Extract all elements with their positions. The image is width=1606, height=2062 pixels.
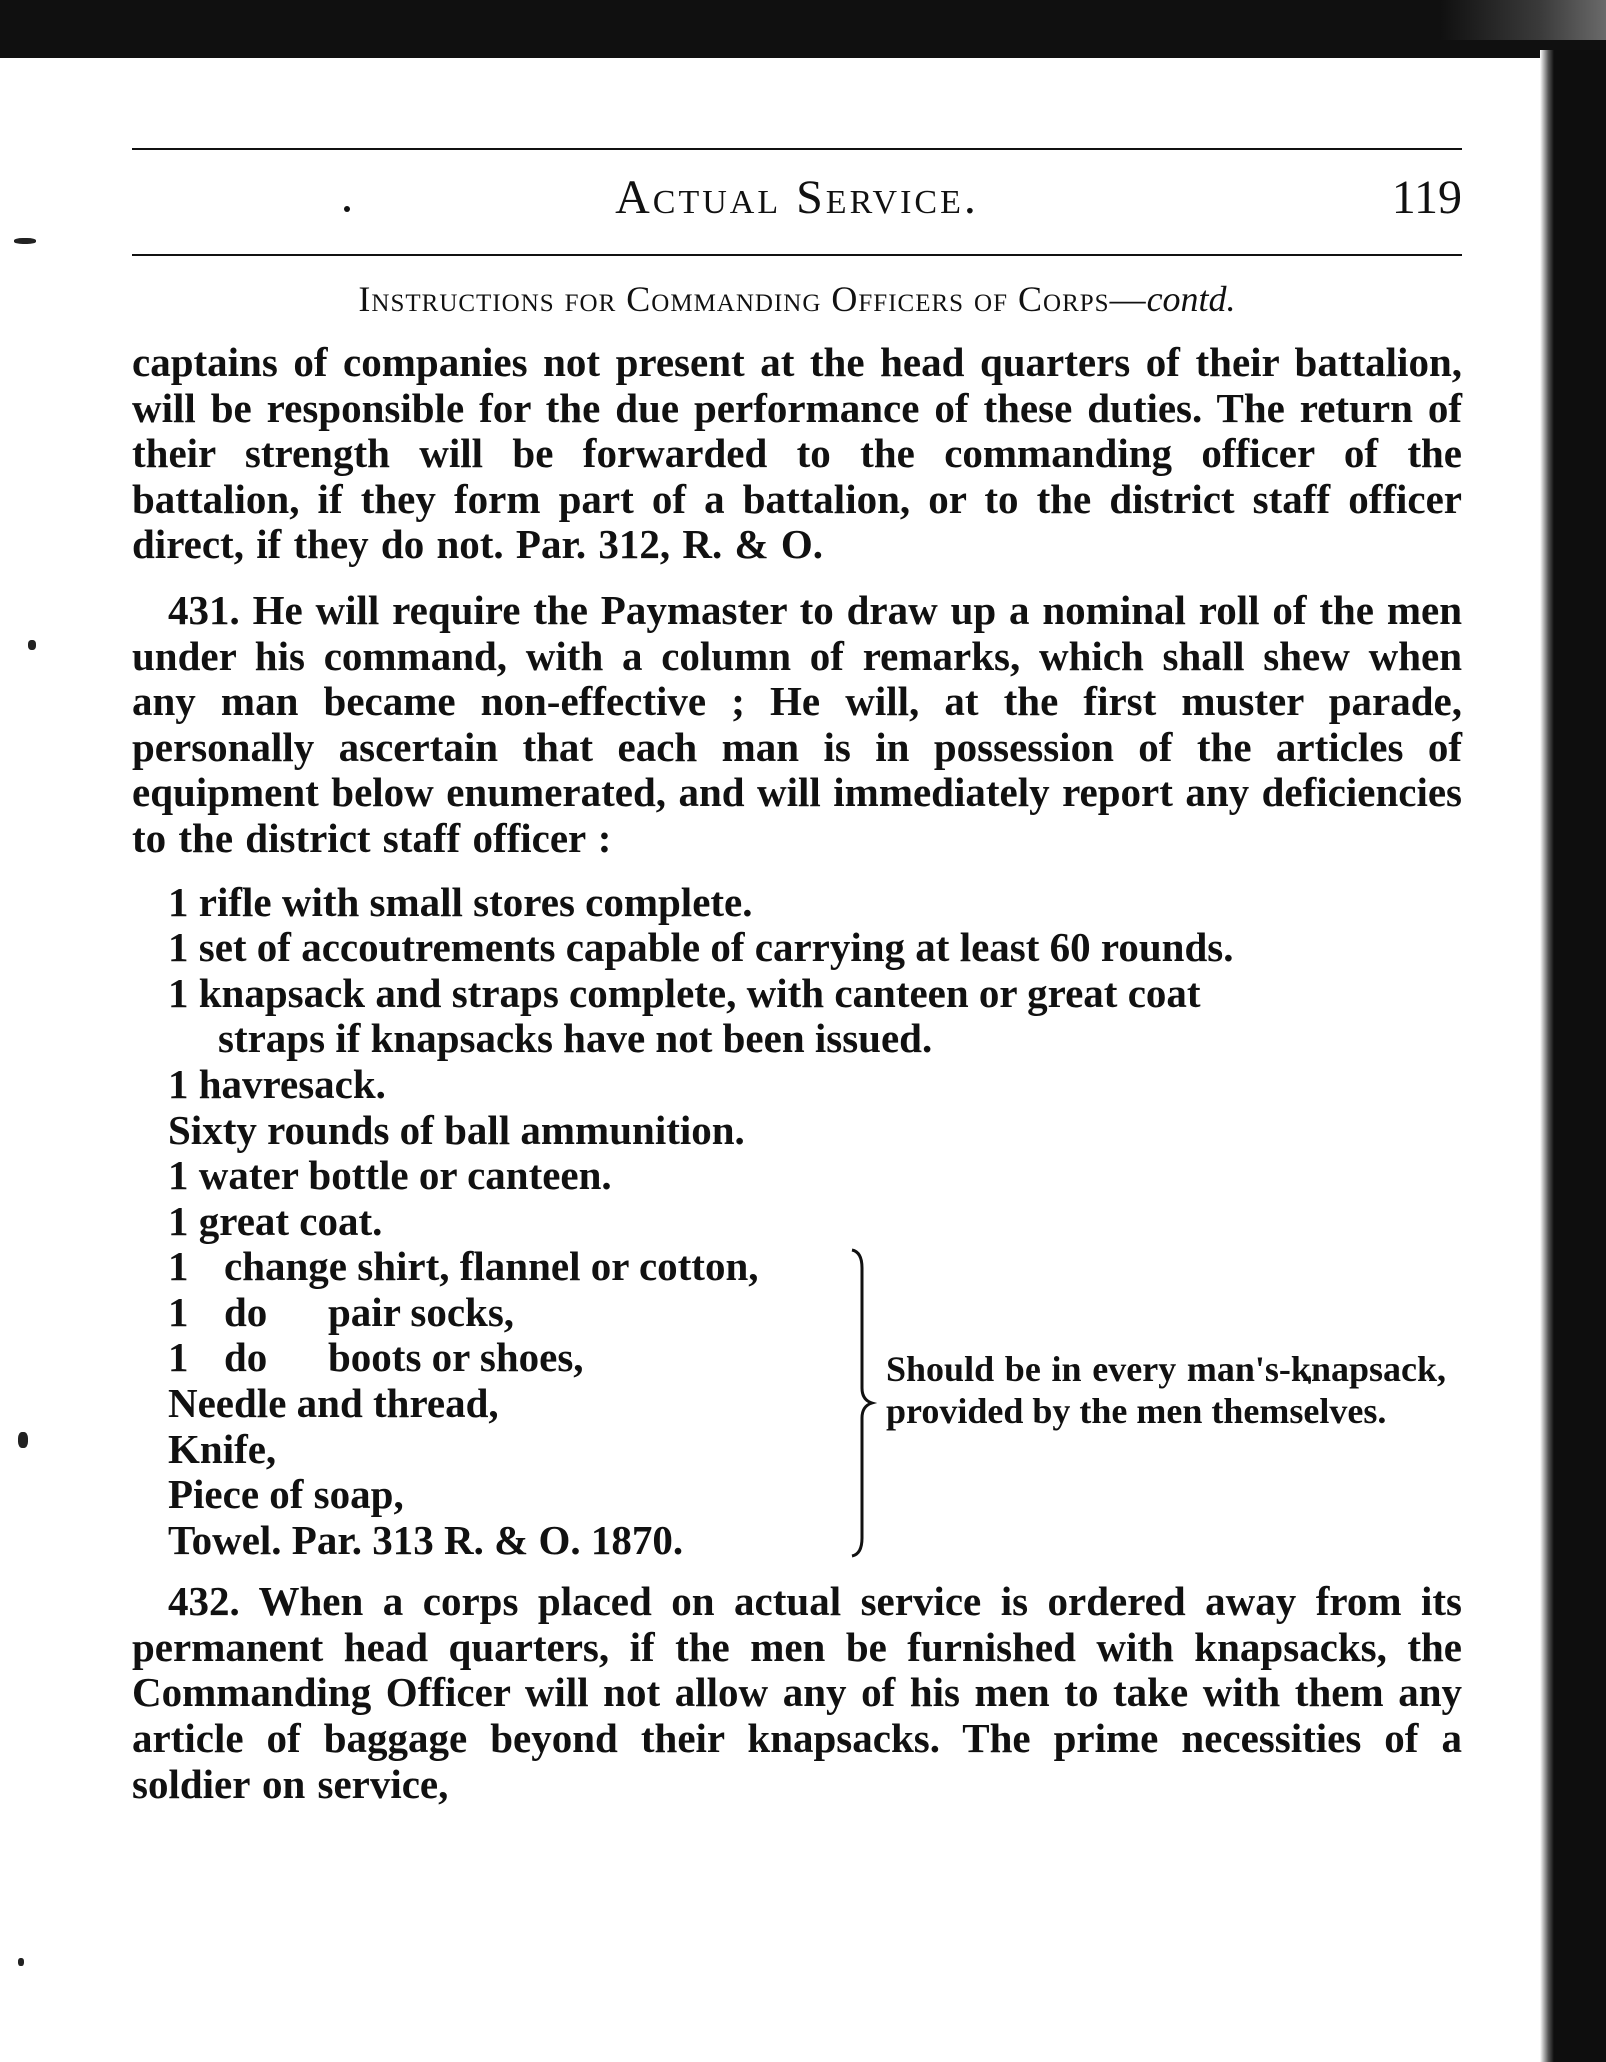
- knapsack-item-soap: Piece of soap,: [168, 1471, 404, 1518]
- scan-top-edge: [0, 0, 1606, 58]
- knapsack-item-boots: 1 do boots or shoes,: [168, 1334, 584, 1381]
- curly-brace-icon: [848, 1248, 878, 1558]
- scan-right-edge-shadow: [1540, 50, 1554, 2062]
- equipment-item-havresack: 1 havresack.: [168, 1060, 386, 1107]
- knapsack-item-socks: 1 do pair socks,: [168, 1288, 515, 1335]
- knapsack-item-needle: Needle and thread,: [168, 1380, 499, 1427]
- scan-speck: [28, 640, 36, 650]
- equipment-item-water-bottle: 1 water bottle or canteen.: [168, 1152, 612, 1199]
- book-page: [132, 148, 1462, 1807]
- knapsack-item-shirt: 1 change shirt, flannel or cotton,: [168, 1243, 759, 1290]
- equipment-item-great-coat: 1 great coat.: [168, 1197, 383, 1244]
- scan-speck: [18, 1958, 24, 1966]
- section-heading-main: Instructions for Commanding Officers of Corps—: [358, 279, 1147, 319]
- section-heading: [132, 278, 1462, 320]
- paragraph-432: 432. When a corps placed on actual service is ordered away from its permanent head quarters, if the men be furnished with knapsacks, the Commanding Officer will not allow any of his men to take with them any article of baggage beyond their knapsacks. The prime necessities of a soldier on service,: [132, 1578, 1462, 1807]
- scan-top-edge-highlight: [1440, 0, 1606, 40]
- running-header: [132, 150, 1462, 254]
- section-heading-contd: contd.: [1146, 279, 1236, 319]
- scan-speck: [14, 238, 36, 244]
- knapsack-item-towel: Towel. Par. 313 R. & O. 1870.: [168, 1516, 684, 1563]
- equipment-list: [168, 880, 1462, 1245]
- running-title: Actual Service.: [615, 171, 979, 224]
- header-bottom-rule: [132, 254, 1462, 256]
- knapsack-note: Should be in every man's-knapsack, provided by the men themselves.: [886, 1349, 1446, 1432]
- knapsack-item-knife: Knife,: [168, 1425, 277, 1472]
- equipment-item-accoutrements: 1 set of accoutrements capable of carrying at least 60 rounds.: [168, 924, 1234, 971]
- equipment-item-knapsack: 1 knapsack and straps complete, with canteen or great coat: [168, 969, 1201, 1016]
- knapsack-contents: [168, 1244, 1462, 1563]
- equipment-item-rifle: 1 rifle with small stores complete.: [168, 878, 753, 925]
- page-number: 119: [1391, 171, 1462, 224]
- equipment-item-ammunition: Sixty rounds of ball ammunition.: [168, 1106, 745, 1153]
- paragraph-continued: captains of companies not present at the head quarters of their battalion, will be responsible for the due performance of these duties. The return of their strength will be forwarded to the commanding officer of the battalion, if they form part of a battalion, or to the district staff officer direct, if they do not. Par. 312, R. & O.: [132, 339, 1462, 568]
- paragraph-431: 431. He will require the Paymaster to draw up a nominal roll of the men under his command, with a column of remarks, which shall shew when any man became non-effective ; He will, at the first muster parade, personally ascertain that each man is in possession of the articles of equipment below enumerated, and will immediately report any deficiencies to the district staff officer :: [132, 586, 1462, 861]
- equipment-item-knapsack-cont: straps if knapsacks have not been issued.: [218, 1015, 933, 1062]
- scan-speck: [18, 1432, 28, 1448]
